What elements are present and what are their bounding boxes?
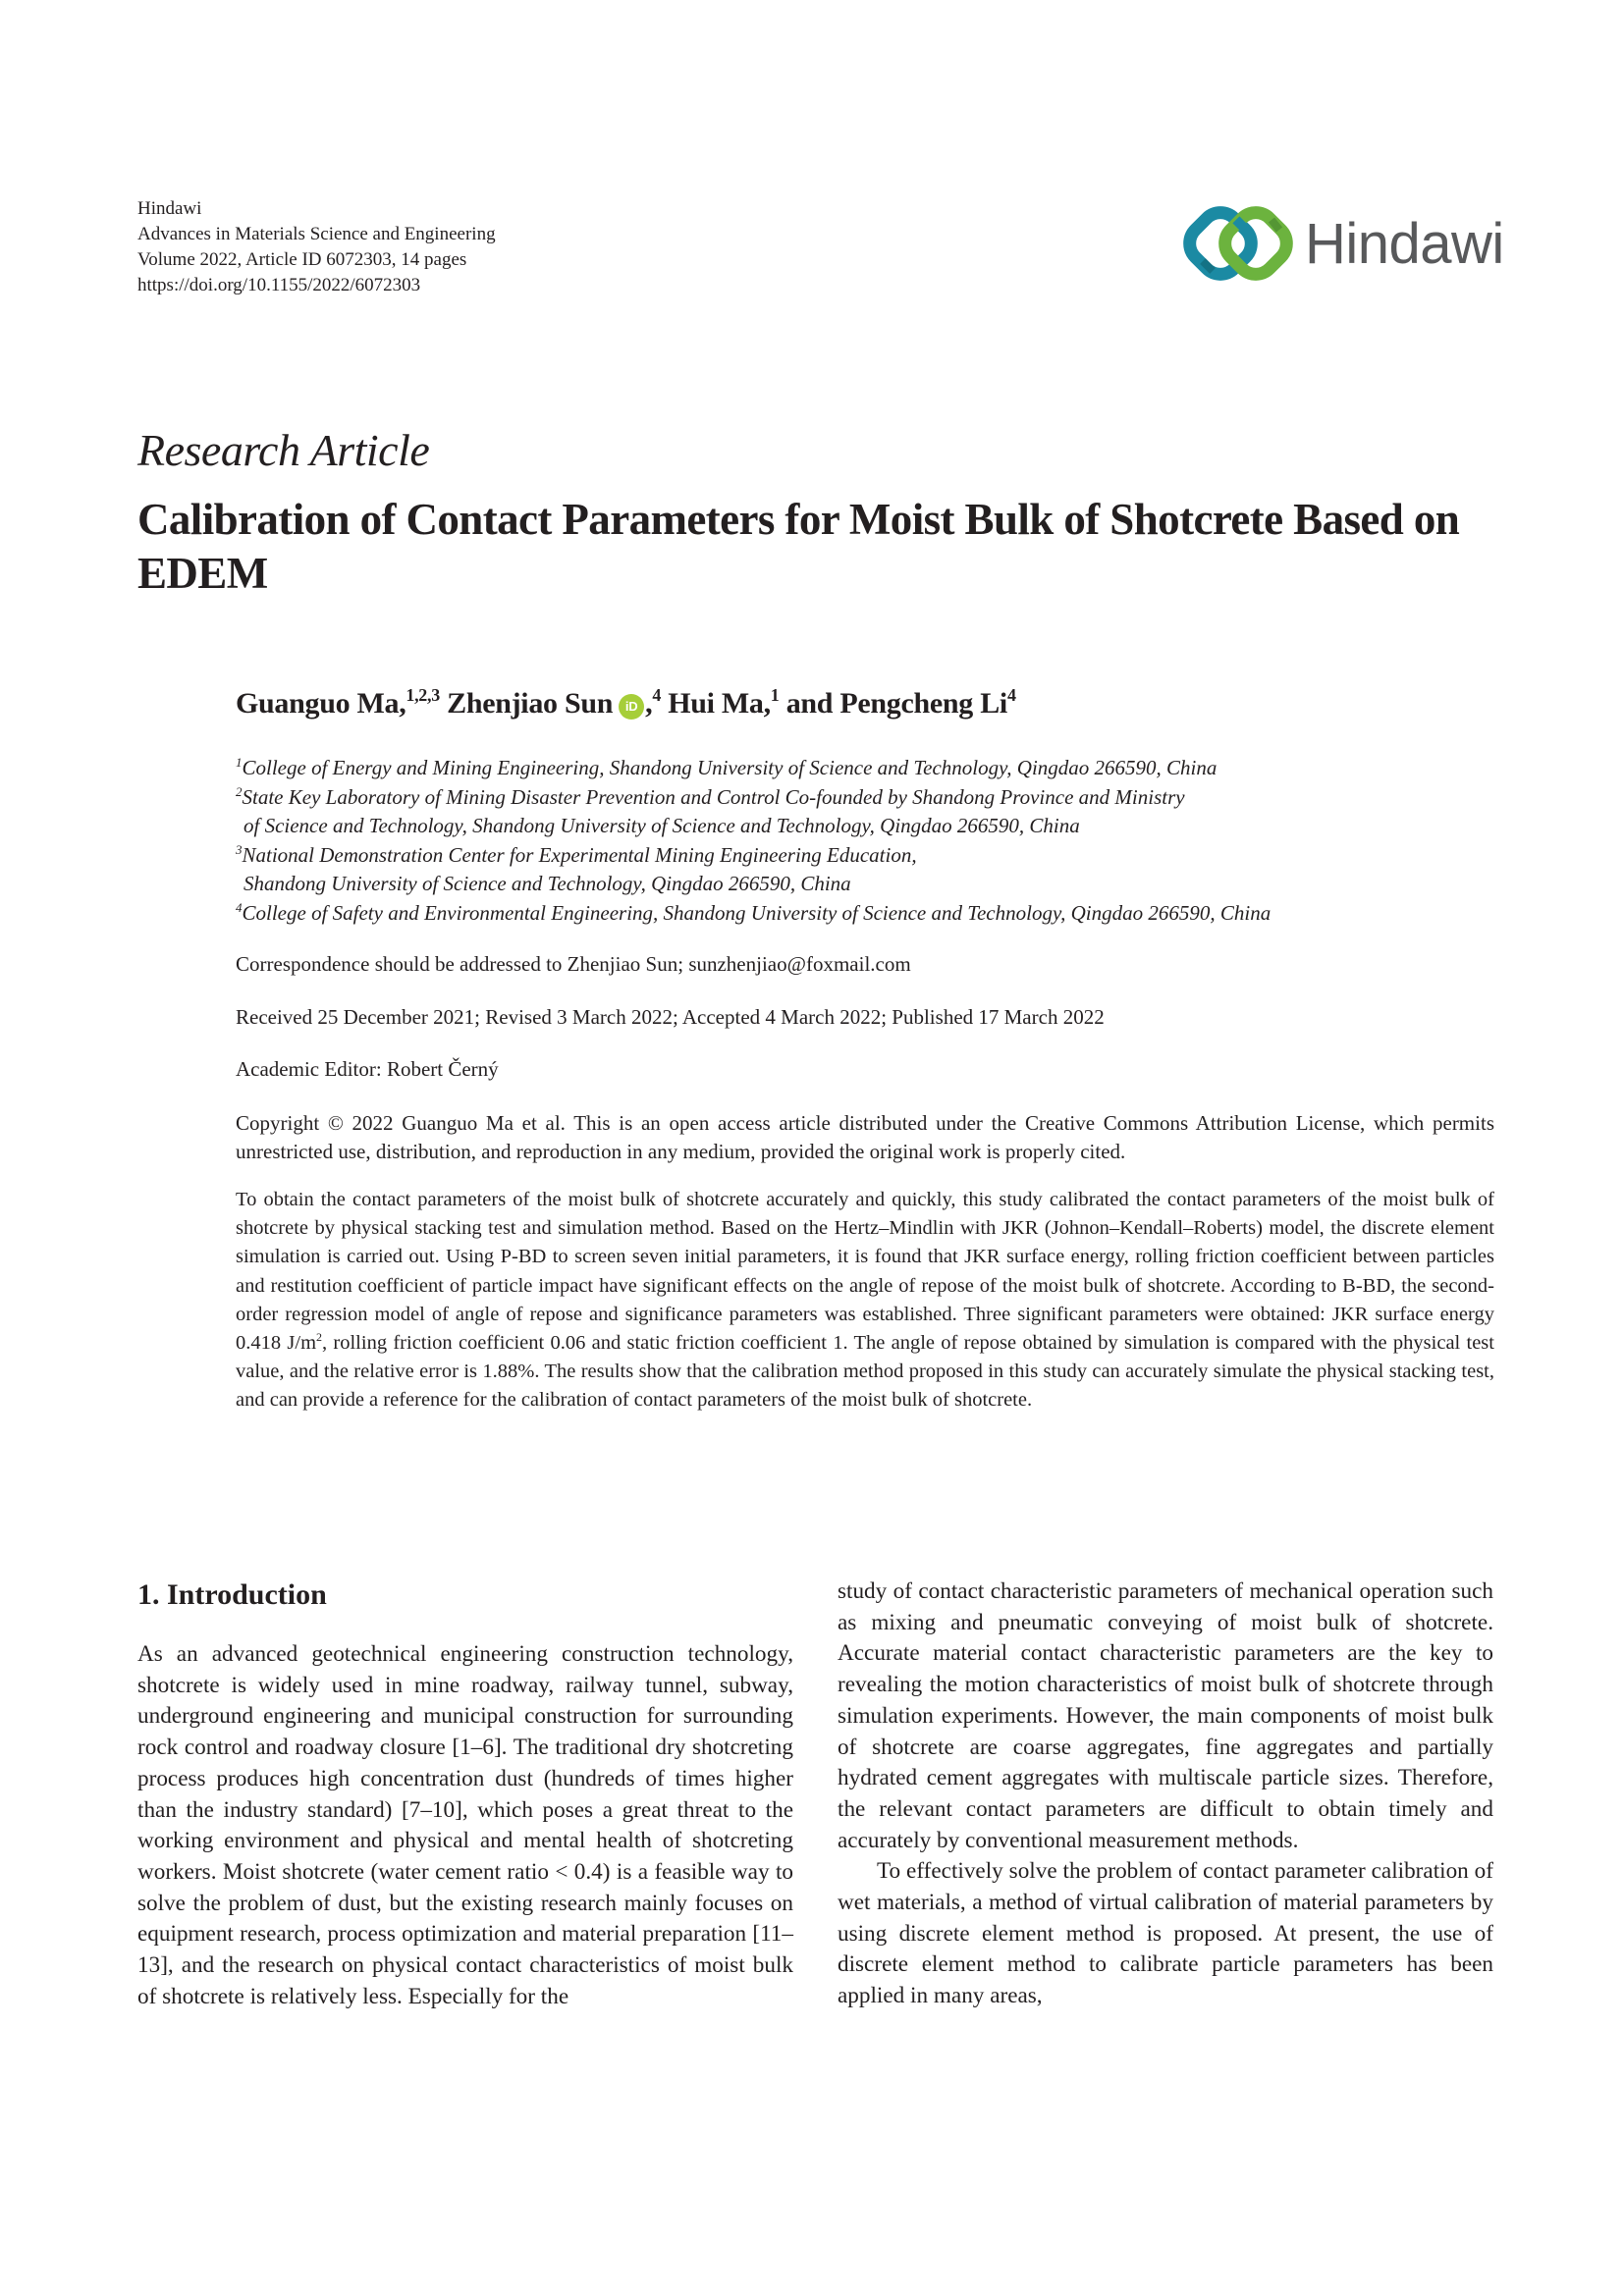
journal-header	[137, 196, 496, 298]
affiliation-item	[236, 841, 1512, 871]
affiliations	[236, 754, 1512, 928]
publication-dates: Received 25 December 2021; Revised 3 March 2022; Accepted 4 March 2022; Published 17 March 2022	[236, 1005, 1105, 1029]
affiliation-number: 3	[236, 841, 243, 857]
copyright-notice: Copyright © 2022 Guanguo Ma et al. This is an open access article distributed under the Creative Commons Attribution License, which permits unrestricted use, distribution, and reproduction in any medium, provided the original work is properly cited.	[236, 1111, 1494, 1163]
article-type: Research Article	[137, 425, 430, 475]
author-affiliation-marker: 4	[652, 685, 662, 705]
volume-info: Volume 2022, Article ID 6072303, 14 pages	[137, 249, 467, 270]
body-paragraph: study of contact characteristic parameters of mechanical operation such as mixing and pneumatic conveying of moist bulk of shotcrete. Accurate material contact characteristic parameters are the key to revealing the motion characteristics of moist bulk of shotcrete through simulation experiments. However, the main components of moist bulk of shotcrete are coarse aggregates, fine aggregates and partially hydrated cement aggregates with multiscale particle sizes. Therefore, the relevant contact parameters are difficult to obtain timely and accurately by conventional measurement methods.	[838, 1578, 1493, 1853]
affiliation-item	[236, 899, 1512, 929]
orcid-icon[interactable]: iD	[619, 694, 644, 720]
logo-text: Hindawi	[1305, 211, 1504, 276]
abstract-superscript: 2	[316, 1330, 323, 1345]
body-column-left	[137, 1639, 793, 2012]
affiliation-number: 1	[236, 755, 243, 770]
section-heading-introduction: 1. Introduction	[137, 1578, 327, 1611]
journal-name: Advances in Materials Science and Engineering	[137, 224, 496, 244]
author-name[interactable]: and Pengcheng Li	[785, 687, 1007, 720]
hindawi-rings-logo-icon	[1183, 198, 1297, 289]
author-affiliation-marker: 1,2,3	[406, 685, 440, 705]
correspondence: Correspondence should be addressed to Zhenjiao Sun; sunzhenjiao@foxmail.com	[236, 952, 911, 976]
affiliation-continuation: of Science and Technology, Shandong University of Science and Technology, Qingdao 266590, China	[243, 814, 1080, 837]
doi-link[interactable]: https://doi.org/10.1155/2022/6072303	[137, 275, 421, 295]
author-name[interactable]: Zhenjiao Sun	[447, 687, 614, 720]
affiliation-text: College of Energy and Mining Engineering, Shandong University of Science and Technology, Qingdao 266590, China	[242, 756, 1217, 779]
affiliation-continuation: Shandong University of Science and Technology, Qingdao 266590, China	[243, 872, 851, 895]
body-paragraph: To effectively solve the problem of contact parameter calibration of wet materials, a method of virtual calibration of material parameters by using discrete element method is proposed. At present, the use of discrete element method to calibrate particle parameters has been applied in many areas,	[838, 1858, 1493, 2009]
academic-editor: Academic Editor: Robert Černý	[236, 1057, 499, 1081]
affiliation-item	[236, 754, 1512, 783]
author-list: Guanguo Ma,$^{1,2,3}$ Zhenjiao Sun iD ,$^4$ Hui Ma,$^1$ and Pengcheng Li$^4$	[236, 685, 1016, 720]
article-title: Calibration of Contact Parameters for Moist Bulk of Shotcrete Based on EDEM	[137, 495, 1460, 598]
affiliation-text: State Key Laboratory of Mining Disaster Prevention and Control Co-founded by Shandong Province and Ministry	[242, 784, 1185, 809]
publisher-name: Hindawi	[137, 198, 202, 219]
abstract-text: To obtain the contact parameters of the moist bulk of shotcrete accurately and quickly, this study calibrated the contact parameters of the moist bulk of shotcrete by physical stacking test and simulation method. Based on the Hertz–Mindlin with JKR (Johnon–Kendall–Roberts) model, the discrete element simulation is carried out. Using P-BD to screen seven initial parameters, it is found that JKR surface energy, rolling friction coefficient between particles and restitution coefficient of particle impact have significant effects on the angle of repose of the moist bulk of shotcrete. According to B-BD, the second-order regression model of angle of repose and significance parameters was established. Three significant parameters were obtained: JKR surface energy 0.418 J/m	[236, 1189, 1494, 1355]
affiliation-item	[236, 783, 1512, 813]
author-affiliation-marker: 1	[770, 685, 780, 705]
affiliation-text: National Demonstration Center for Experimental Mining Engineering Education,	[242, 842, 917, 867]
hindawi-logo[interactable]	[1183, 196, 1507, 291]
author-name[interactable]: Hui Ma,	[668, 687, 771, 720]
affiliation-text: College of Safety and Environmental Engineering, Shandong University of Science and Technology, Qingdao 266590, China	[242, 900, 1271, 925]
author-name[interactable]: Guanguo Ma,	[236, 687, 406, 720]
author-affiliation-marker: 4	[1006, 685, 1016, 705]
abstract-text: , rolling friction coefficient 0.06 and static friction coefficient 1. The angle of repose obtained by simulation is compared with the physical test value, and the relative error is 1.88%. The results show that the calibration method proposed in this study can accurately simulate the physical stacking test, and can provide a reference for the calibration of contact parameters of the moist bulk of shotcrete.	[236, 1332, 1494, 1412]
affiliation-number: 2	[236, 783, 243, 799]
abstract	[236, 1186, 1494, 1415]
body-paragraph: As an advanced geotechnical engineering construction technology, shotcrete is widely used in mine roadway, railway tunnel, subway, underground engineering and municipal construction for surrounding rock control and roadway closure [1–6]. The traditional dry shotcreting process produces high concentration dust (hundreds of times higher than the industry standard) [7–10], which poses a great threat to the working environment and physical and mental health of shotcreting workers. Moist shotcrete (water cement ratio < 0.4) is a feasible way to solve the problem of dust, but the existing research mainly focuses on equipment research, process optimization and material preparation [11–13], and the research on physical contact characteristics of moist bulk of shotcrete is relatively less. Especially for the	[137, 1641, 793, 2009]
affiliation-number: 4	[236, 899, 243, 915]
body-column-right	[838, 1576, 1493, 2012]
